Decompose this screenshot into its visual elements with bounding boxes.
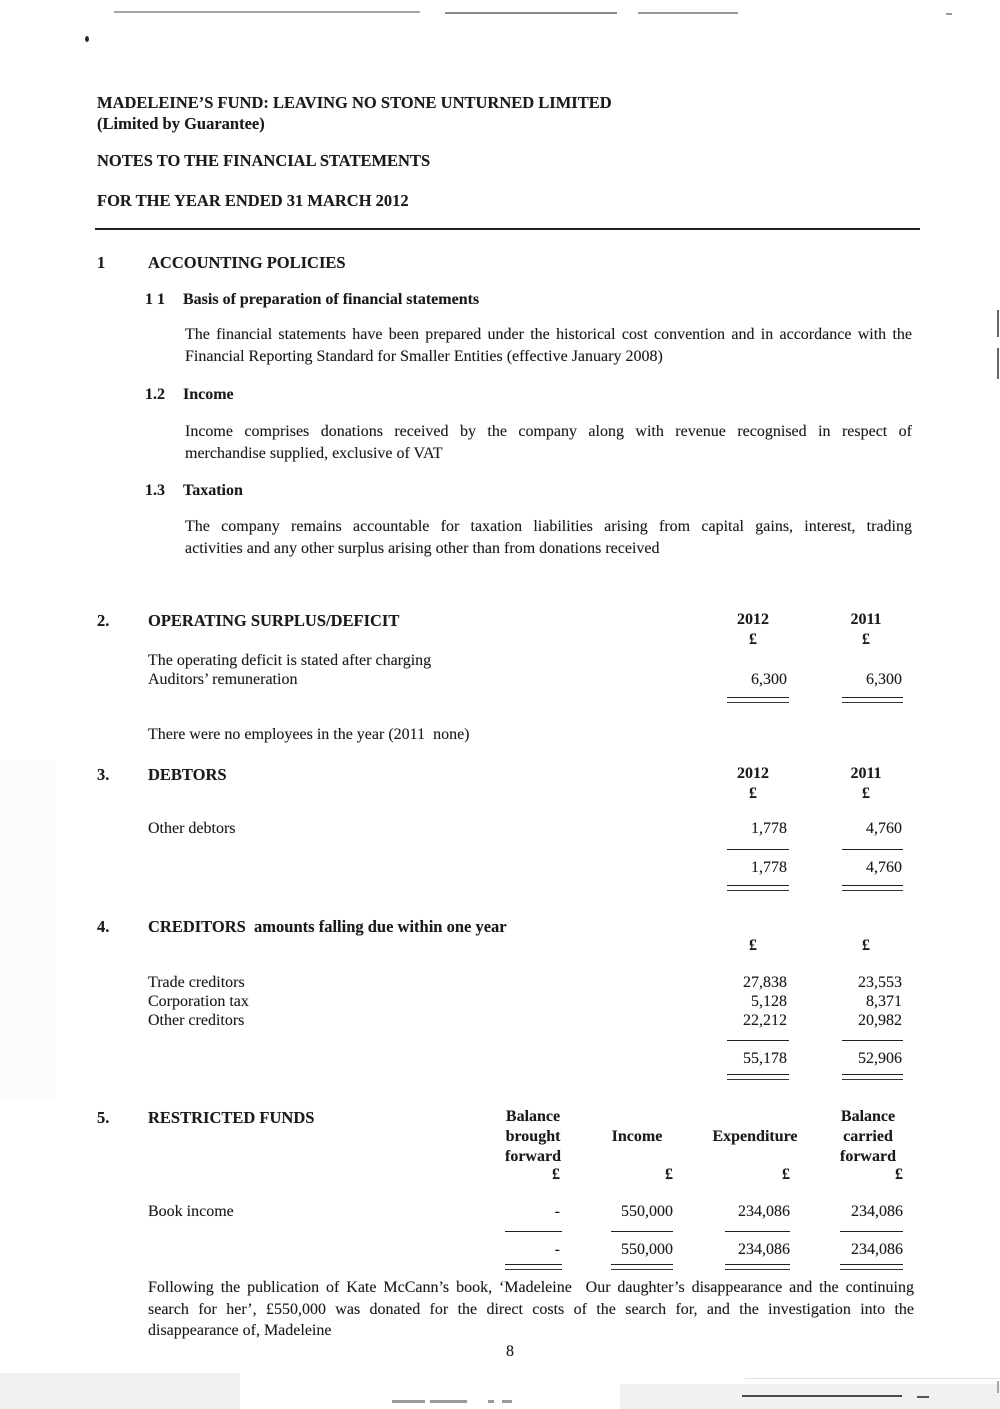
column-header-balance-carried: carried	[843, 1128, 893, 1145]
period-title: FOR THE YEAR ENDED 31 MARCH 2012	[97, 191, 409, 210]
total-rule	[505, 1264, 562, 1270]
currency-symbol: £	[749, 631, 757, 648]
paragraph-line: Income comprises donations received by the company along with revenue recognised in respect of	[185, 423, 912, 440]
paragraph	[185, 421, 912, 464]
section-number: 5.	[97, 1108, 110, 1127]
total-expenditure: 234,086	[738, 1241, 790, 1258]
paragraph-line: disappearance of, Madeleine	[148, 1322, 332, 1339]
subsection-title: Income	[183, 386, 234, 403]
value-balance-brought: -	[554, 1203, 560, 1220]
column-header-balance-carried: Balance	[840, 1108, 896, 1125]
section-number: 1	[97, 253, 106, 272]
value-2012: 1,778	[751, 820, 787, 837]
section-title: OPERATING SURPLUS/DEFICIT	[148, 611, 400, 630]
scan-artifact-bottom-dash	[430, 1400, 467, 1403]
document-title: NOTES TO THE FINANCIAL STATEMENTS	[97, 151, 431, 170]
value-2011: 4,760	[866, 820, 902, 837]
scan-artifact-top-line	[114, 11, 420, 13]
scan-artifact-top-line	[638, 12, 738, 14]
column-header-expenditure: Expenditure	[712, 1128, 798, 1145]
value-2012: 22,212	[743, 1012, 787, 1029]
company-name: MADELEINE’S FUND: LEAVING NO STONE UNTURNED LIMITED	[97, 93, 612, 112]
subtotal-rule	[840, 1231, 903, 1232]
company-subtitle: (Limited by Guarantee)	[97, 114, 265, 133]
scan-artifact-top-line	[445, 12, 617, 14]
value-2011: 8,371	[866, 993, 902, 1010]
section-title: CREDITORS amounts falling due within one year	[148, 917, 507, 936]
paragraph-line: merchandise supplied, exclusive of VAT	[185, 444, 443, 462]
subsection-title: Taxation	[183, 482, 243, 499]
currency-symbol: £	[862, 937, 870, 954]
subtotal-rule	[842, 849, 903, 850]
employees-note: There were no employees in the year (2011 none)	[148, 726, 470, 743]
scan-artifact-bottom-dash	[502, 1400, 512, 1403]
currency-symbol: £	[782, 1166, 790, 1183]
value-2012: 27,838	[743, 974, 787, 991]
section-number: 2.	[97, 611, 110, 630]
currency-symbol: £	[895, 1166, 903, 1183]
scan-artifact-bottom-dash	[917, 1396, 929, 1398]
paragraph	[185, 516, 912, 559]
subtotal-rule	[725, 1231, 790, 1232]
paragraph-line: The financial statements have been prepared under the historical cost convention and in accordance with the	[185, 326, 912, 343]
row-label: Other debtors	[148, 820, 236, 837]
total-2011: 4,760	[866, 859, 902, 876]
total-2011: 52,906	[858, 1050, 902, 1067]
column-header-2012: 2012	[737, 611, 769, 628]
subsection-number: 1.2	[145, 386, 165, 403]
row-label: Book income	[148, 1203, 234, 1220]
paragraph-line: activities and any other surplus arising other than from donations received	[185, 539, 660, 557]
scan-artifact-bottom-smudge	[0, 1373, 240, 1409]
value-2012: 5,128	[751, 993, 787, 1010]
scan-artifact-dot	[85, 36, 89, 42]
subsection-title: Basis of preparation of financial statements	[183, 291, 480, 308]
note-line: The operating deficit is stated after charging	[148, 652, 432, 669]
currency-symbol: £	[665, 1166, 673, 1183]
row-label: Trade creditors	[148, 974, 245, 991]
scan-artifact-top-line	[946, 13, 952, 15]
total-rule	[727, 885, 789, 891]
column-header-2011: 2011	[850, 765, 882, 782]
currency-symbol: £	[862, 631, 870, 648]
currency-symbol: £	[749, 937, 757, 954]
currency-symbol: £	[862, 785, 870, 802]
value-expenditure: 234,086	[738, 1203, 790, 1220]
column-header-2012: 2012	[737, 765, 769, 782]
subtotal-rule	[727, 849, 789, 850]
column-header-balance-brought: brought	[505, 1128, 561, 1145]
column-header-balance-brought: forward	[505, 1148, 561, 1165]
total-balance-brought: -	[554, 1241, 560, 1258]
column-header-income: Income	[611, 1128, 663, 1145]
header-divider	[95, 228, 920, 230]
total-rule	[842, 697, 903, 703]
section-number: 4.	[97, 917, 110, 936]
scan-artifact-right-mark	[997, 310, 999, 337]
subtotal-rule	[727, 1040, 789, 1041]
total-income: 550,000	[621, 1241, 673, 1258]
total-rule	[840, 1264, 903, 1270]
scan-artifact-left-smudge	[0, 760, 55, 1100]
scan-artifact-bottom-dash	[392, 1400, 425, 1403]
paragraph-line: search for her’, £550,000 was donated for the direct costs of the search for, and the investigation into the	[148, 1300, 914, 1318]
paragraph	[185, 324, 912, 367]
subtotal-rule	[842, 1040, 903, 1041]
subtotal-rule	[505, 1231, 562, 1232]
section-number: 3.	[97, 765, 110, 784]
value-income: 550,000	[621, 1203, 673, 1220]
value-2011: 6,300	[866, 671, 902, 688]
row-label: Auditors’ remuneration	[148, 671, 298, 688]
value-2012: 6,300	[751, 671, 787, 688]
column-header-balance-carried: forward	[840, 1148, 896, 1165]
column-header-2011: 2011	[850, 611, 882, 628]
paragraph-line: The company remains accountable for taxation liabilities arising from capital gains, interest, trading	[185, 518, 912, 535]
subsection-number: 1.3	[145, 482, 165, 499]
currency-symbol: £	[552, 1166, 560, 1183]
currency-symbol: £	[749, 785, 757, 802]
total-rule	[727, 1074, 789, 1080]
column-header-balance-brought: Balance	[505, 1108, 561, 1125]
total-rule	[727, 697, 789, 703]
value-2011: 23,553	[858, 974, 902, 991]
scan-artifact-right-mark	[997, 1381, 999, 1393]
total-rule	[842, 885, 903, 891]
total-2012: 55,178	[743, 1050, 787, 1067]
paragraph-line: Following the publication of Kate McCann’s book, ‘Madeleine Our daughter’s disappearance and the continuing	[148, 1279, 914, 1296]
section-title: ACCOUNTING POLICIES	[148, 253, 346, 272]
total-rule	[842, 1074, 903, 1080]
total-2012: 1,778	[751, 859, 787, 876]
total-rule	[611, 1264, 673, 1270]
scan-artifact-bottom-line	[742, 1395, 902, 1397]
scan-artifact-right-mark	[997, 348, 999, 379]
scan-artifact-bottom-dash	[488, 1400, 494, 1403]
section-title: DEBTORS	[148, 765, 227, 784]
section-title: RESTRICTED FUNDS	[148, 1108, 315, 1127]
paragraph-line: Financial Reporting Standard for Smaller Entities (effective January 2008)	[185, 347, 663, 365]
value-2011: 20,982	[858, 1012, 902, 1029]
row-label: Other creditors	[148, 1012, 245, 1029]
note-paragraph	[148, 1277, 914, 1342]
subsection-number: 1 1	[145, 291, 165, 308]
row-label: Corporation tax	[148, 993, 249, 1010]
total-rule	[725, 1264, 790, 1270]
page-number: 8	[506, 1343, 514, 1360]
value-balance-carried: 234,086	[851, 1203, 903, 1220]
subtotal-rule	[611, 1231, 673, 1232]
scan-artifact-bottom-line	[745, 1378, 1000, 1379]
total-balance-carried: 234,086	[851, 1241, 903, 1258]
